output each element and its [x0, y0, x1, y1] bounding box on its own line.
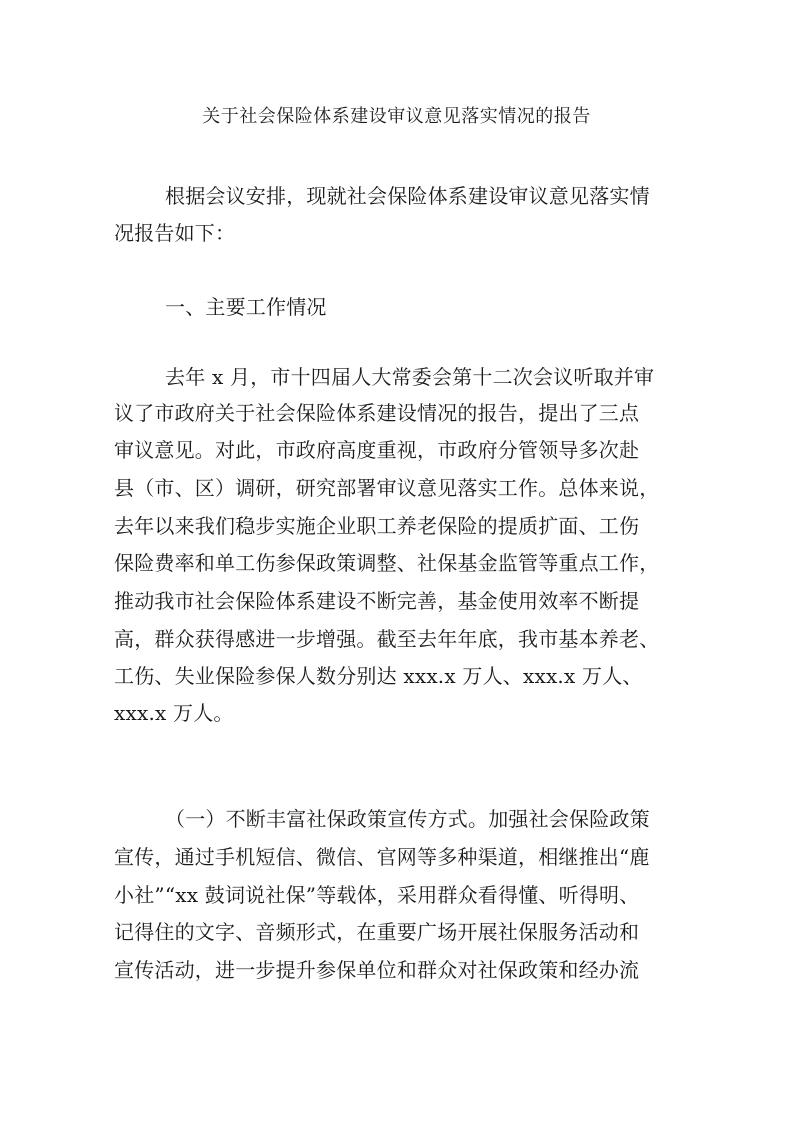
para2-line-3: 小社”“xx 鼓词说社保”等载体，采用群众看得懂、听得明、	[114, 883, 640, 907]
para1-line-10: xxx.x 万人。	[114, 701, 234, 725]
para2-line-2: 宣传，通过手机短信、微信、官网等多种渠道，相继推出“鹿	[114, 845, 650, 869]
para1-line-5: 去年以来我们稳步实施企业职工养老保险的提质扩面、工伤	[114, 514, 640, 538]
para1-line-2: 议了市政府关于社会保险体系建设情况的报告，提出了三点	[114, 401, 640, 425]
para1-line-4: 县（市、区）调研，研究部署审议意见落实工作。总体来说，	[114, 476, 660, 500]
para1-line-1: 去年 x 月，市十四届人大常委会第十二次会议听取并审	[165, 365, 655, 389]
para1-line-7: 推动我市社会保险体系建设不断完善，基金使用效率不断提	[114, 589, 640, 613]
document-title: 关于社会保险体系建设审议意见落实情况的报告	[202, 106, 591, 127]
para1-line-6: 保险费率和单工伤参保政策调整、社保基金监管等重点工作，	[114, 551, 660, 575]
para1-line-8: 高，群众获得感进一步增强。截至去年年底，我市基本养老、	[114, 627, 660, 651]
intro-line-2: 况报告如下：	[114, 221, 236, 245]
para2-line-1: （一）不断丰富社保政策宣传方式。加强社会保险政策	[165, 807, 650, 831]
intro-line-1: 根据会议安排，现就社会保险体系建设审议意见落实情	[165, 184, 650, 208]
para2-line-4: 记得住的文字、音频形式，在重要广场开展社保服务活动和	[114, 920, 640, 944]
para2-line-5: 宣传活动，进一步提升参保单位和群众对社保政策和经办流	[114, 958, 640, 982]
para1-line-3: 审议意见。对此，市政府高度重视，市政府分管领导多次赴	[114, 438, 640, 462]
section-heading: 一、主要工作情况	[165, 295, 327, 319]
para1-line-9: 工伤、失业保险参保人数分别达 xxx.x 万人、xxx.x 万人、	[114, 664, 643, 688]
